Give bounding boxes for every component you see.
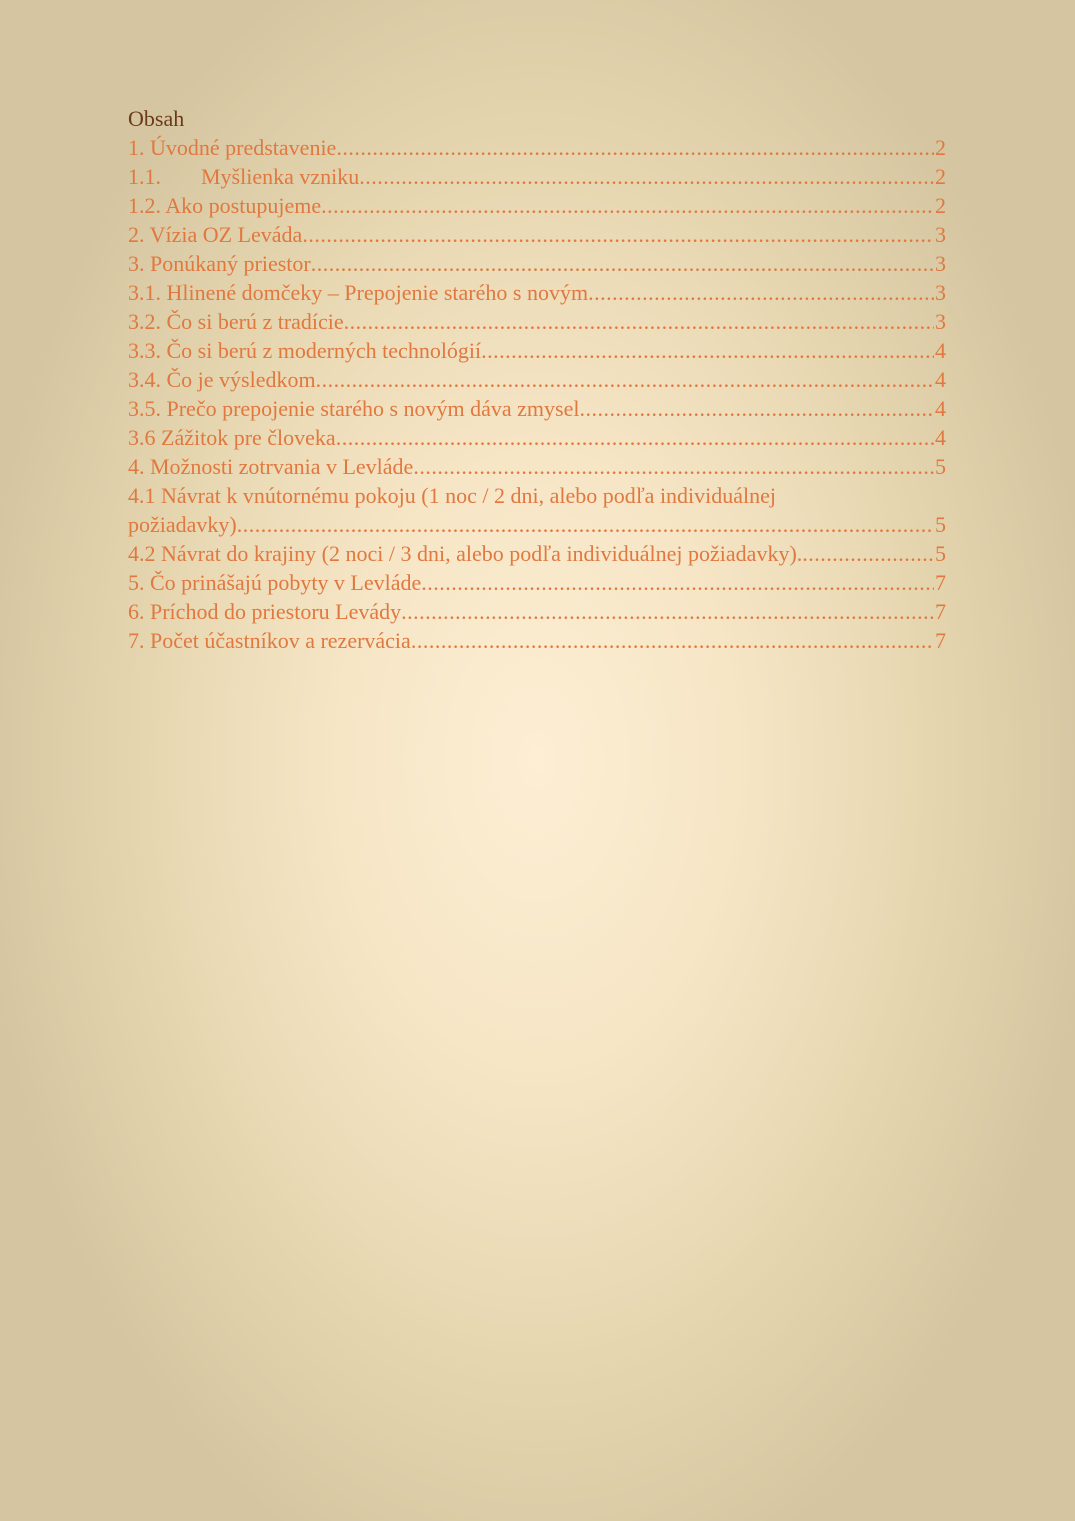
toc-entry-page: 5 — [935, 541, 946, 566]
toc-entry-label: 4. Možnosti zotrvania v Levláde — [128, 454, 414, 479]
toc-entry-page: 4 — [935, 367, 946, 392]
toc-entry-number: 1.1. — [128, 164, 161, 189]
toc-entry-label: 5. Čo prinášajú pobyty v Levláde — [128, 570, 422, 595]
toc-entry-7[interactable] — [128, 626, 946, 655]
toc-leader-dots — [401, 597, 934, 626]
toc-entry-page: 2 — [935, 135, 946, 160]
toc-entry-label: 1. Úvodné predstavenie — [128, 135, 337, 160]
toc-entry-page: 7 — [935, 570, 946, 595]
toc-entry-label-line1: 4.1 Návrat k vnútornému pokoju (1 noc / 2 dni, alebo podľa individuálnej — [128, 483, 777, 508]
toc-entry-3-6[interactable] — [128, 423, 946, 452]
toc-entry-page: 7 — [935, 599, 946, 624]
toc-entry-page: 4 — [935, 425, 946, 450]
toc-entry-label: 4.2 Návrat do krajiny (2 noci / 3 dni, alebo podľa individuálnej požiadavky). — [128, 541, 803, 566]
toc-entry-1-2[interactable] — [128, 191, 946, 220]
toc-entry-label: 3. Ponúkaný priestor — [128, 251, 311, 276]
toc-entry-3-1[interactable] — [128, 278, 946, 307]
toc-leader-dots — [413, 452, 934, 481]
toc-entry-label: 6. Príchod do priestoru Levády — [128, 599, 402, 624]
toc-entry-label: 3.3. Čo si berú z moderných technológií — [128, 338, 482, 363]
toc-leader-dots — [316, 365, 934, 394]
toc-leader-dots — [311, 249, 934, 278]
toc-entry-label: 3.6 Zážitok pre človeka — [128, 425, 336, 450]
toc-entry-6[interactable] — [128, 597, 946, 626]
toc-entry-label-line2: požiadavky) — [128, 512, 237, 537]
toc-leader-dots — [411, 626, 934, 655]
toc-entry-page: 3 — [935, 309, 946, 334]
toc-entry-page: 5 — [935, 454, 946, 479]
toc-entry-2[interactable] — [128, 220, 946, 249]
toc-entry-page: 2 — [935, 164, 946, 189]
toc-entry-5[interactable] — [128, 568, 946, 597]
toc-entry-page: 3 — [935, 251, 946, 276]
toc-entry-label: 3.5. Prečo prepojenie starého s novým dáva zmysel — [128, 396, 580, 421]
toc-entry-page: 2 — [935, 193, 946, 218]
toc-leader-dots — [802, 539, 934, 568]
toc-leader-dots — [359, 162, 934, 191]
toc-entry-1-1[interactable] — [128, 162, 946, 191]
toc-entry-1[interactable] — [128, 133, 946, 162]
toc-leader-dots — [237, 510, 934, 539]
toc-leader-dots — [302, 220, 934, 249]
toc-entry-label: 2. Vízia OZ Leváda — [128, 222, 303, 247]
toc-entry-page: 7 — [935, 628, 946, 653]
toc-entry-4-1[interactable] — [128, 481, 946, 539]
toc-entry-page: 4 — [935, 396, 946, 421]
toc-entry-label: 3.1. Hlinené domčeky – Prepojenie starého s novým — [128, 280, 589, 305]
toc-leader-dots — [336, 133, 934, 162]
toc-entry-label — [128, 162, 359, 191]
toc-entry-3-4[interactable] — [128, 365, 946, 394]
toc-entry-4-2[interactable] — [128, 539, 946, 568]
toc-entry-line2 — [128, 510, 946, 539]
toc-entry-text: Myšlienka vzniku — [201, 164, 360, 189]
toc-entry-label: 3.2. Čo si berú z tradície — [128, 309, 344, 334]
toc-entry-3-2[interactable] — [128, 307, 946, 336]
toc-entry-page: 4 — [935, 338, 946, 363]
toc-entry-page: 3 — [935, 280, 946, 305]
toc-entry-page: 3 — [935, 222, 946, 247]
toc-title: Obsah — [128, 106, 185, 131]
toc-leader-dots — [588, 278, 934, 307]
toc-entry-3-3[interactable] — [128, 336, 946, 365]
toc-leader-dots — [336, 423, 934, 452]
toc-entry-label: 1.2. Ako postupujeme — [128, 193, 322, 218]
toc-leader-dots — [579, 394, 934, 423]
toc-leader-dots — [344, 307, 934, 336]
toc-entry-3-5[interactable] — [128, 394, 946, 423]
toc-entry-label: 3.4. Čo je výsledkom — [128, 367, 316, 392]
table-of-contents — [128, 104, 946, 655]
toc-entry-3[interactable] — [128, 249, 946, 278]
toc-entry-label: 7. Počet účastníkov a rezervácia — [128, 628, 411, 653]
toc-leader-dots — [321, 191, 934, 220]
toc-entry-page: 5 — [935, 512, 946, 537]
toc-leader-dots — [421, 568, 934, 597]
toc-entry-4[interactable] — [128, 452, 946, 481]
toc-leader-dots — [481, 336, 934, 365]
